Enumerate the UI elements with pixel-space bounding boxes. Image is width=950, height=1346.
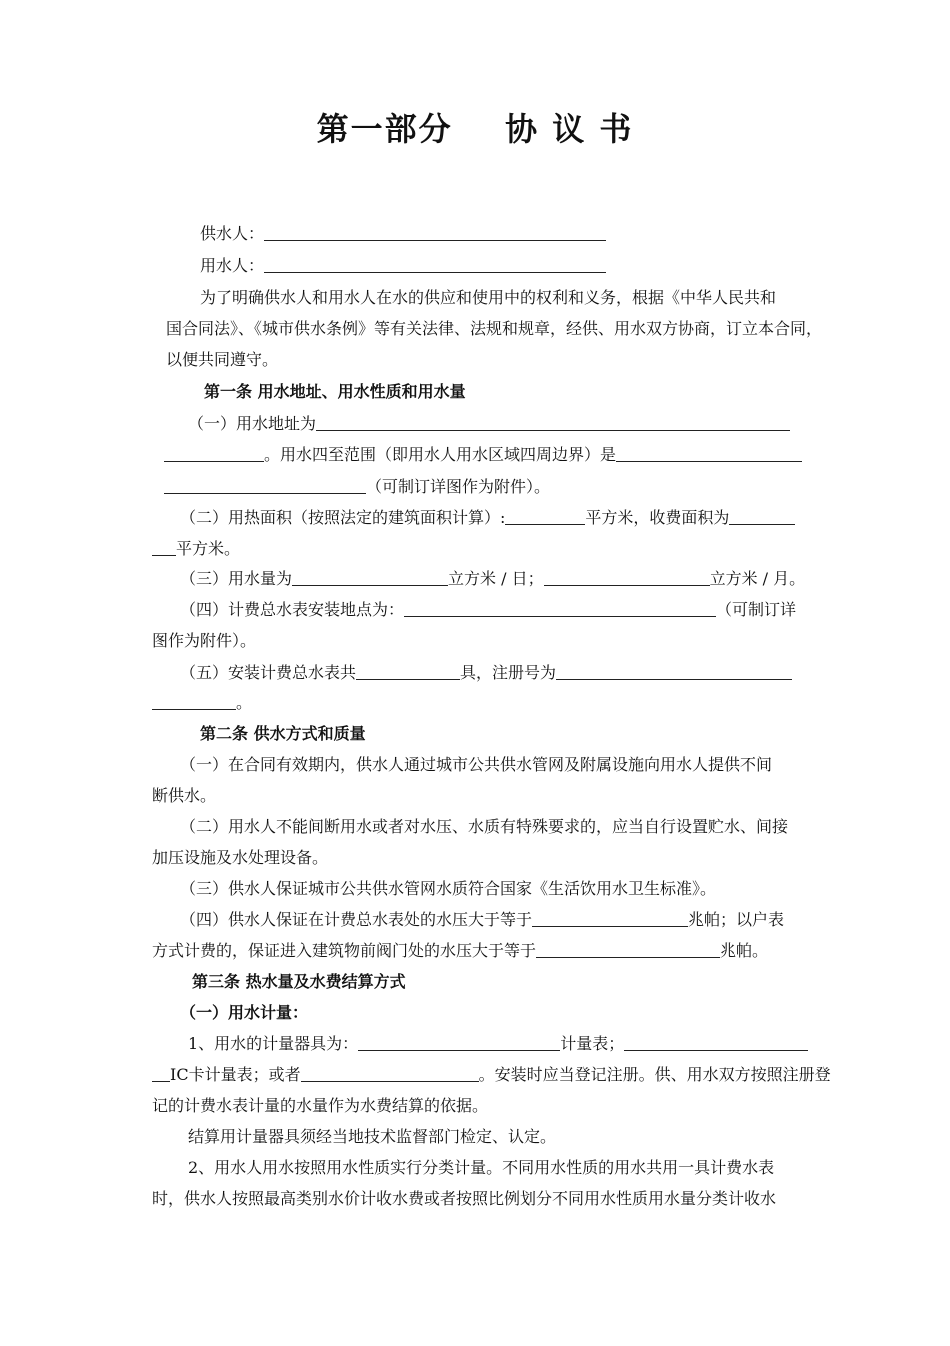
meter-count-blank[interactable] [356, 663, 460, 680]
article-3-p1-line-2: IC卡计量表；或者 。安装时应当登记注册。供、用水双方按照注册登 [152, 1063, 831, 1087]
article-1-item-2-line-1: （二）用热面积（按照法定的建筑面积计算）: 平方米，收费面积为 [180, 506, 795, 530]
article-3-heading: 第三条 热水量及水费结算方式 [192, 972, 406, 991]
article-1-item-5-line-1: （五）安装计费总水表共 具，注册号为 [180, 661, 792, 685]
article-1-item-4-line-1: （四）计费总水表安装地点为： （可制订详 [180, 600, 797, 619]
registration-number-blank[interactable] [556, 663, 792, 680]
boundary-blank-2[interactable] [164, 477, 366, 494]
article-1-item-4-line-2: 图作为附件）。 [152, 631, 257, 650]
meter-pressure-blank[interactable] [532, 910, 688, 927]
article-3-sub-1: （一）用水计量： [180, 1003, 309, 1022]
supplier-blank[interactable] [264, 224, 606, 241]
article-1-item-1-line-1: （一）用水地址为 [188, 412, 790, 436]
meter-location-blank[interactable] [404, 600, 716, 617]
preamble-line-3: 以便共同遵守。 [166, 350, 279, 369]
article-2-item-1-line-1: （一）在合同有效期内，供水人通过城市公共供水管网及附属设施向用水人提供不间 [180, 755, 773, 774]
article-1-item-2-line-2: 平方米。 [152, 537, 240, 561]
water-address-blank[interactable] [316, 414, 790, 431]
article-2-item-1-line-2: 断供水。 [152, 786, 217, 805]
article-2-item-2-line-1: （二）用水人不能间断用水或者对水压、水质有特殊要求的，应当自行设置贮水、间接 [180, 817, 789, 836]
article-3-p1-line-3: 记的计费水表计量的水量作为水费结算的依据。 [152, 1096, 489, 1115]
article-3-p2: 结算用计量器具须经当地技术监督部门检定、认定。 [188, 1127, 557, 1146]
ic-meter-blank[interactable] [624, 1034, 808, 1051]
article-1-item-3: （三）用水量为 立方米 / 日； 立方米 / 月。 [180, 569, 806, 588]
registration-number-blank-2[interactable] [152, 693, 236, 710]
article-1-item-1-line-2: 。用水四至范围（即用水人用水区域四周边界）是 [164, 443, 802, 467]
page-title: 第一部分 协 议 书 [316, 110, 634, 148]
article-1-item-5-line-2: 。 [152, 691, 252, 715]
user-blank[interactable] [264, 256, 606, 273]
ic-meter-blank-2[interactable] [152, 1065, 170, 1082]
preamble-line-2: 国合同法》、《城市供水条例》等有关法律、法规和规章，经供、用水双方协商，订立本合同， [166, 319, 823, 338]
article-3-p3-line-1: 2、用水人用水按照用水性质实行分类计量。不同用水性质的用水共用一具计费水表 [188, 1158, 775, 1177]
user-label: 用水人： [200, 256, 265, 275]
boundary-blank[interactable] [616, 445, 802, 462]
article-2-item-4-line-1: （四）供水人保证在计费总水表处的水压大于等于 兆帕；以户表 [180, 910, 785, 929]
article-3-p1-line-1: 1、用水的计量器具为： 计量表； [188, 1032, 808, 1056]
water-address-blank-2[interactable] [164, 445, 264, 462]
daily-volume-blank[interactable] [292, 569, 448, 586]
article-1-heading: 第一条 用水地址、用水性质和用水量 [204, 382, 466, 401]
billing-area-blank[interactable] [729, 508, 795, 525]
article-2-heading: 第二条 供水方式和质量 [200, 724, 366, 743]
monthly-volume-blank[interactable] [544, 569, 710, 586]
building-pressure-blank[interactable] [536, 941, 720, 958]
article-1-item-1-line-3: （可制订详图作为附件）。 [164, 475, 550, 499]
supplier-line [200, 222, 606, 246]
supplier-label: 供水人： [200, 224, 265, 243]
heating-area-blank[interactable] [505, 508, 585, 525]
article-3-p3-line-2: 时，供水人按照最高类别水价计收水费或者按照比例划分不同用水性质用水量分类计收水 [152, 1189, 777, 1208]
article-2-item-3: （三）供水人保证城市公共供水管网水质符合国家《生活饮用水卫生标准》。 [180, 879, 717, 898]
meter-type-blank[interactable] [358, 1034, 560, 1051]
preamble-line-1: 为了明确供水人和用水人在水的供应和使用中的权利和义务，根据《中华人民共和 [200, 288, 777, 307]
article-2-item-4-line-2: 方式计费的，保证进入建筑物前阀门处的水压大于等于 兆帕。 [152, 941, 769, 960]
article-2-item-2-line-2: 加压设施及水处理设备。 [152, 848, 329, 867]
user-line [200, 254, 606, 278]
billing-area-blank-2[interactable] [152, 539, 176, 556]
other-meter-blank[interactable] [301, 1065, 479, 1082]
